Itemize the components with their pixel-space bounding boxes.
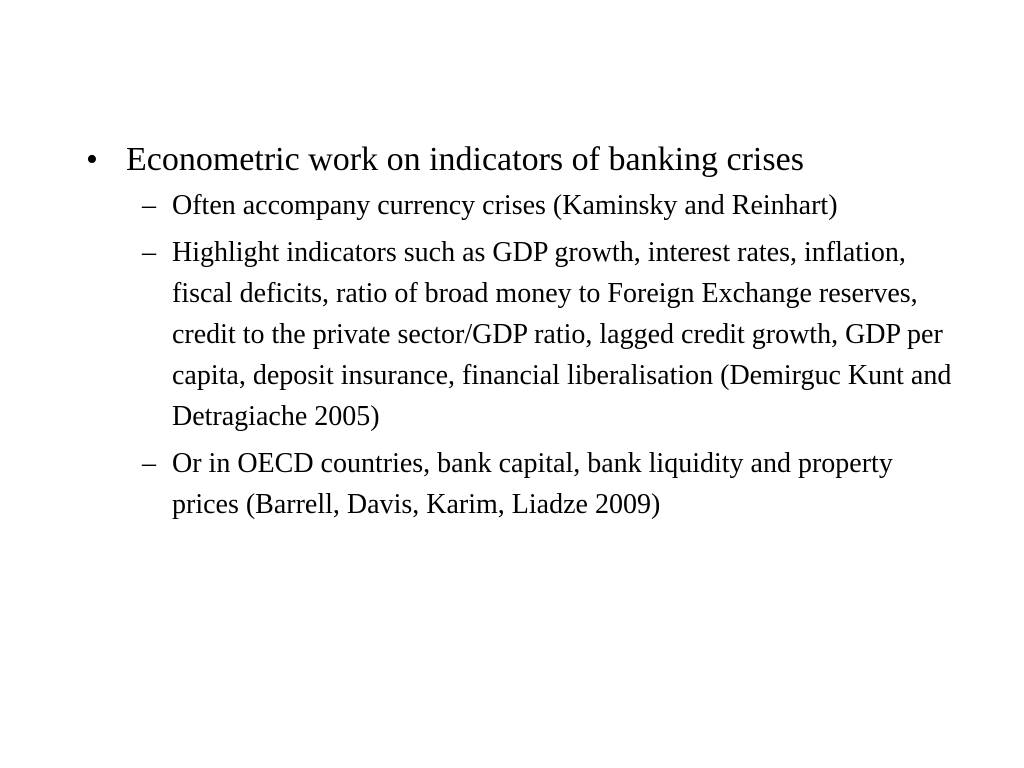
sub-bullet-text: Often accompany currency crises (Kaminsky and Reinhart) (172, 190, 838, 221)
sub-bullet-item-3 (132, 443, 962, 525)
sub-bullet-text: Highlight indicators such as GDP growth, interest rates, inflation, fiscal deficits, ratio of broad money to Foreign Exchange reserves, credit to the private sector/GDP ratio, lagged credit growth, GDP per capita, deposit insurance, financial liberalisation (Demirguc Kunt and Detragiache 2005) (172, 237, 952, 432)
dash-marker: – (142, 448, 156, 479)
bullet-marker: • (86, 141, 98, 178)
dash-marker: – (142, 190, 156, 221)
bullet-list (86, 137, 966, 525)
bullet-text: Econometric work on indicators of banking crises (126, 141, 804, 178)
dash-marker: – (142, 237, 156, 268)
bullet-item (86, 137, 966, 525)
sub-bullet-list (132, 185, 966, 525)
sub-bullet-item-1 (132, 185, 962, 226)
sub-bullet-text: Or in OECD countries, bank capital, bank liquidity and property prices (Barrell, Davis, Karim, Liadze 2009) (172, 448, 893, 520)
sub-bullet-item-2 (132, 232, 962, 437)
